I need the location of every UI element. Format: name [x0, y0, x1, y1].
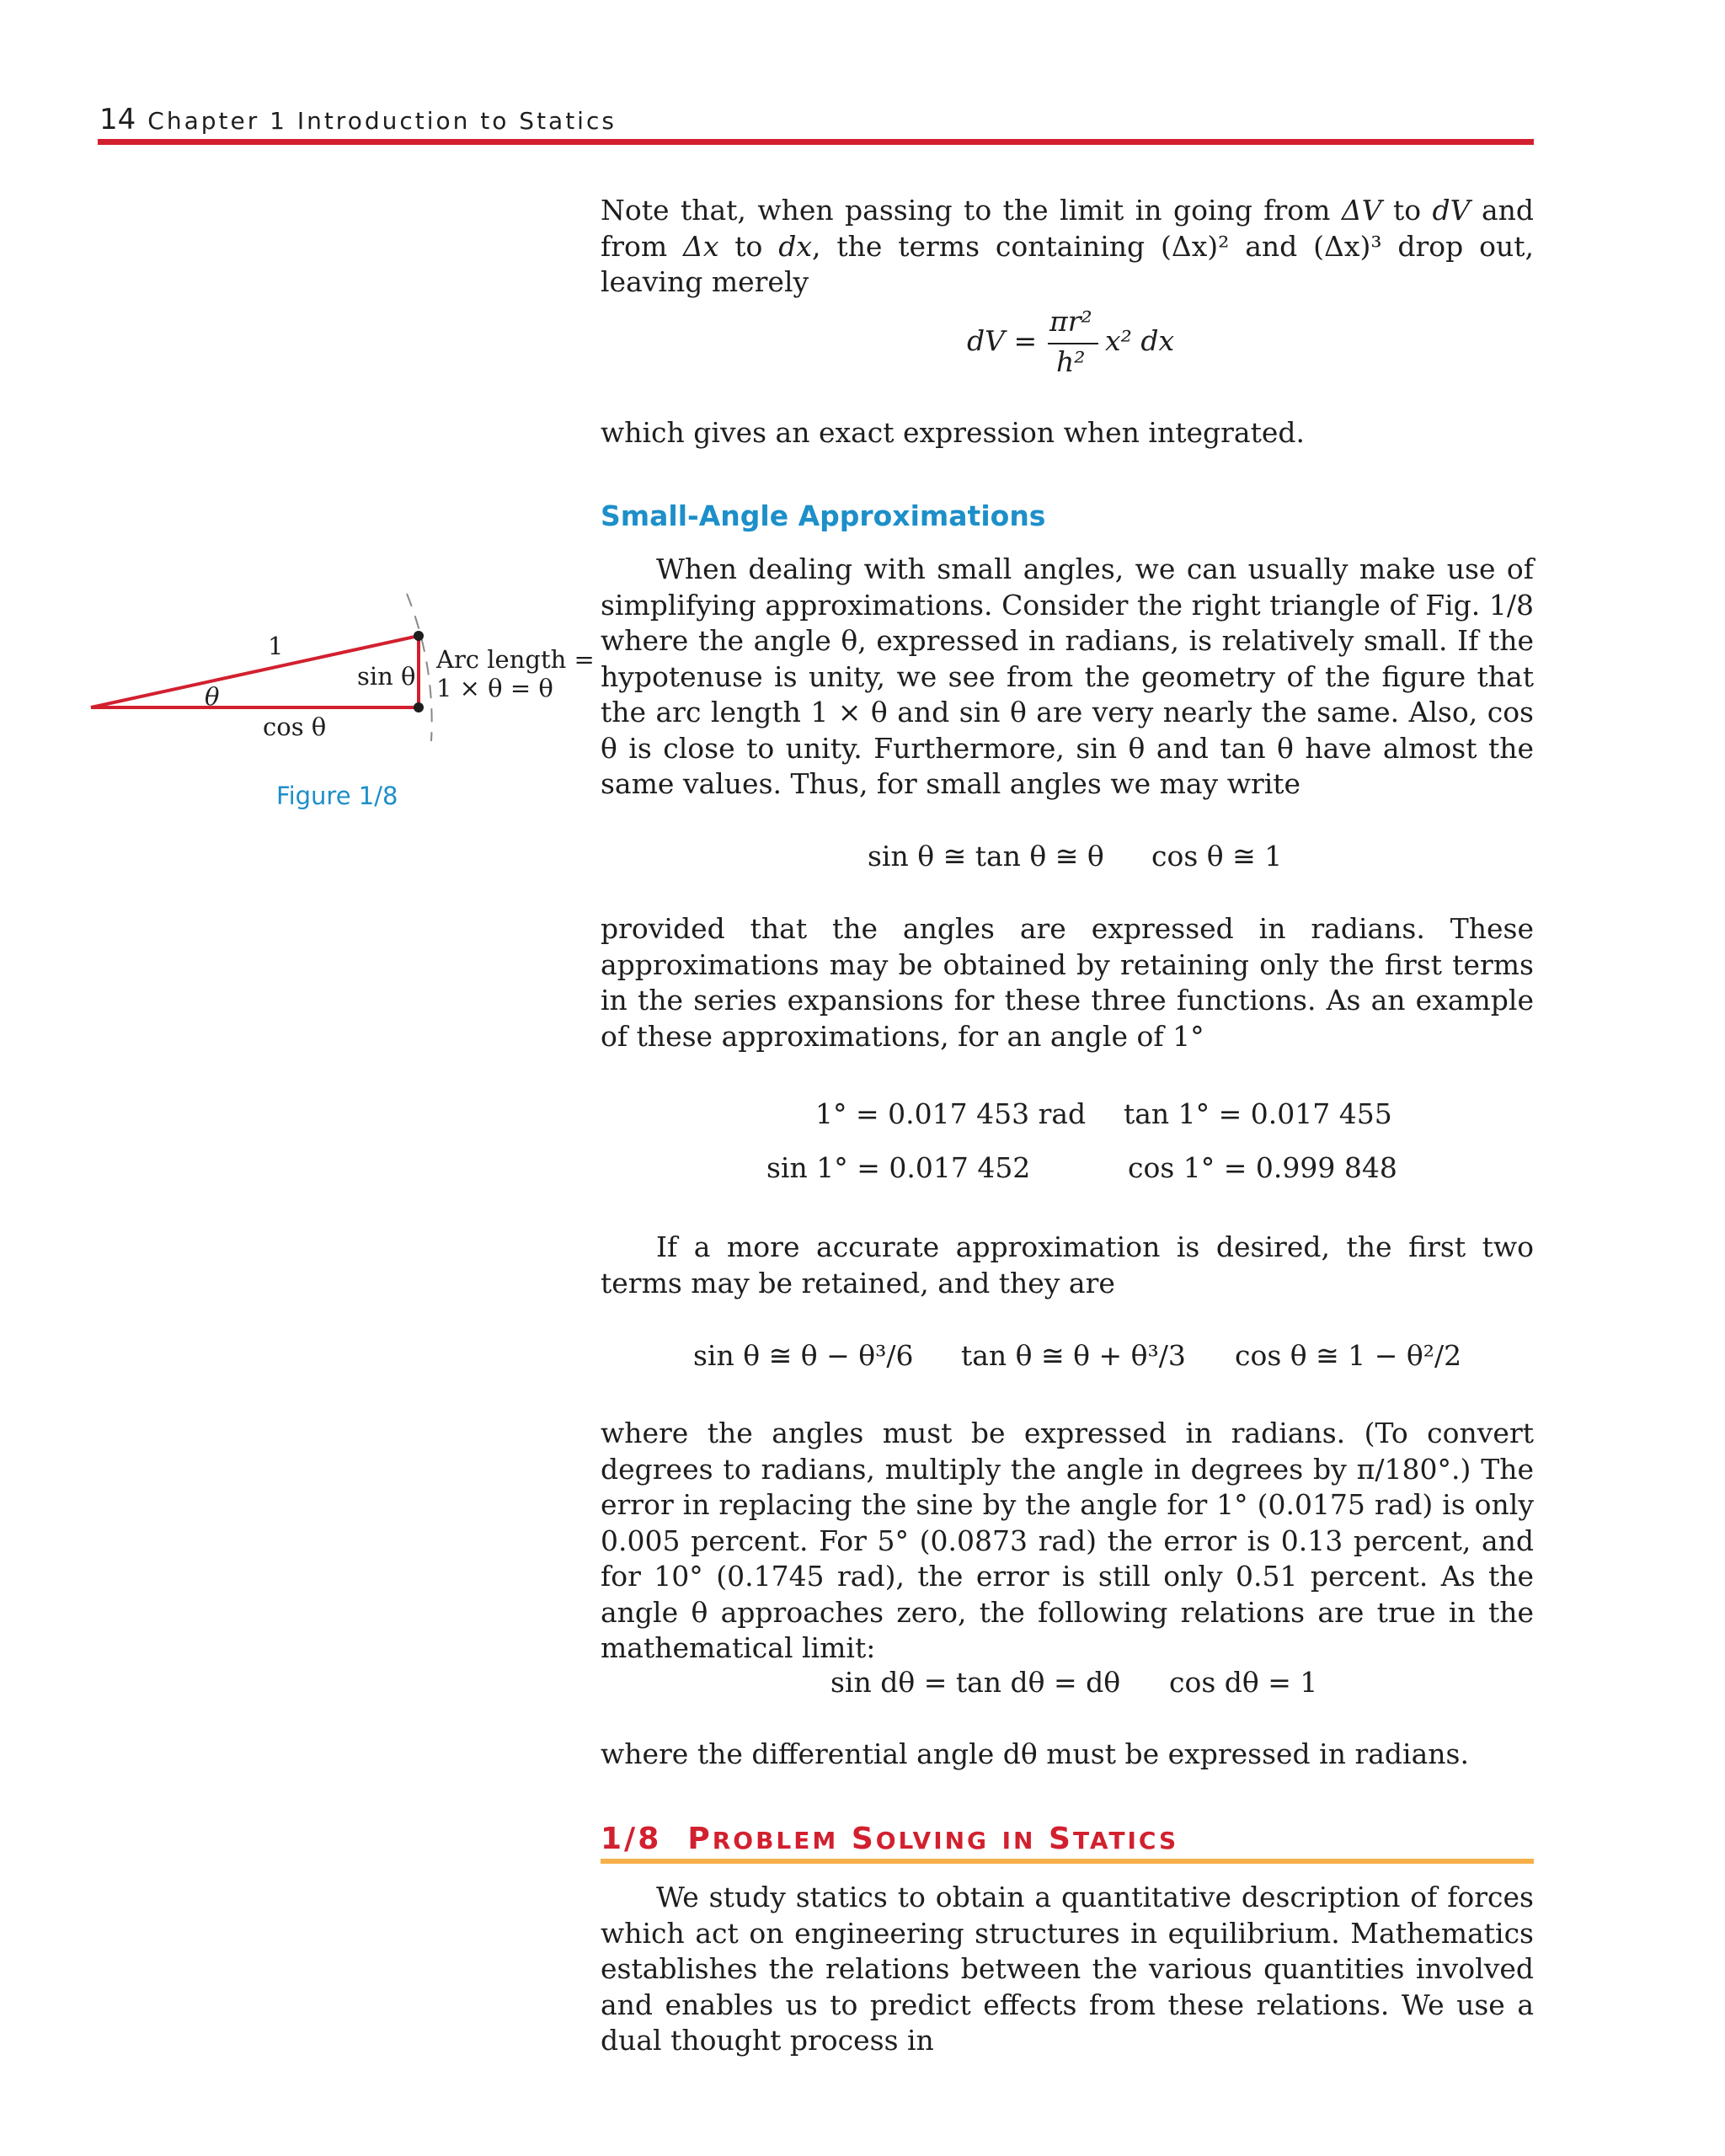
- paragraph-4: [601, 911, 1534, 1054]
- equation-small-angle-right: cos θ ≅ 1: [1151, 840, 1283, 873]
- paragraph-2: [601, 415, 1534, 451]
- paragraph-3: [601, 552, 1534, 803]
- paragraph-1: [601, 193, 1534, 301]
- label-hypotenuse: 1: [268, 632, 284, 660]
- text: to: [1381, 194, 1433, 227]
- equation-differential-left: sin dθ = tan dθ = dθ: [830, 1666, 1121, 1699]
- paragraph-8: [601, 1880, 1534, 2059]
- section-number: 1/8: [601, 1822, 662, 1856]
- paragraph-7: [601, 1737, 1534, 1773]
- math: dx: [778, 229, 813, 263]
- label-cos-theta: cos θ: [263, 712, 327, 741]
- paragraph-6: [601, 1416, 1534, 1667]
- equation-cos-series: cos θ ≅ 1 − θ²/2: [1235, 1339, 1462, 1372]
- math: dV: [1432, 194, 1471, 227]
- equation-small-angle-left: sin θ ≅ tan θ ≅ θ: [868, 840, 1104, 873]
- paragraph-8-text: We study statics to obtain a quantitative description of forces which act on engineering structures in equilibrium. Mathematics establishes the relations between the various quantities involved and enables us to predict effects from these relations. We use a dual thought process in: [601, 1881, 1534, 2057]
- value-cos-1deg: cos 1° = 0.999 848: [1128, 1151, 1397, 1184]
- section-word: S: [1049, 1822, 1073, 1856]
- text: to: [718, 229, 779, 263]
- section-heading: [601, 1822, 1178, 1856]
- paragraph-2-text: which gives an exact expression when integrated.: [601, 416, 1305, 449]
- subheading: Small-Angle Approximations: [601, 499, 1046, 532]
- page-number: 14: [99, 103, 136, 136]
- chapter-title: Chapter 1 Introduction to Statics: [147, 107, 617, 135]
- eq-rhs: x² dx: [1105, 324, 1175, 357]
- paragraph-4-text: provided that the angles are expressed in radians. These approximations may be obtained by retaining only the first terms in the series expansions for these three functions. As an example of these approximations, for an angle of 1°: [601, 912, 1534, 1053]
- equation-differential-right: cos dθ = 1: [1169, 1666, 1318, 1699]
- label-arc-length: Arc length =: [436, 645, 595, 674]
- section-word: S: [851, 1822, 876, 1856]
- header-rule: [98, 139, 1534, 145]
- section-word: IN: [1001, 1827, 1036, 1854]
- running-header: [99, 103, 617, 136]
- eq-denominator: h²: [1056, 345, 1086, 378]
- value-sin-1deg: sin 1° = 0.017 452: [766, 1151, 1031, 1184]
- eq-lhs: dV =: [967, 324, 1038, 357]
- label-arc-formula: 1 × θ = θ: [436, 674, 553, 702]
- equation-tan-series: tan θ ≅ θ + θ³/3: [961, 1339, 1186, 1372]
- equation-sin-series: sin θ ≅ θ − θ³/6: [693, 1339, 914, 1372]
- figure-caption: Figure 1/8: [276, 782, 398, 810]
- paragraph-5-text: If a more accurate approximation is desired, the first two terms may be retained, and they are: [601, 1230, 1534, 1299]
- text: , the terms containing (Δx)² and (Δx)³ drop out, leaving merely: [601, 229, 1535, 298]
- text: and from: [601, 194, 1534, 263]
- section-rule: [601, 1859, 1534, 1864]
- value-tan-1deg: tan 1° = 0.017 455: [1124, 1097, 1392, 1130]
- vertex-dot-bottom: [414, 702, 424, 712]
- label-theta: θ: [205, 682, 220, 711]
- math: Δx: [683, 229, 719, 263]
- fraction-bar: [1048, 343, 1098, 344]
- paragraph-6-text: where the angles must be expressed in radians. (To convert degrees to radians, multiply the angle in degrees by π/180°.) The error in replacing the sine by the angle for 1° (0.0175 rad) is only 0.005 percent. For 5° (0.0873 rad) the error is 0.13 percent, and for 10° (0.1745 rad), the error is still only 0.51 percent. As the angle θ approaches zero, the following relations are true in the mathematical limit:: [601, 1417, 1534, 1664]
- paragraph-7-text: where the differential angle dθ must be expressed in radians.: [601, 1737, 1469, 1770]
- vertex-dot-top: [414, 631, 424, 641]
- text: Note that, when passing to the limit in going from: [601, 194, 1342, 227]
- section-word: TATICS: [1072, 1827, 1179, 1854]
- value-1deg-rad: 1° = 0.017 453 rad: [815, 1097, 1087, 1130]
- eq-numerator: πr²: [1049, 305, 1092, 338]
- section-word: OLVING: [875, 1827, 990, 1854]
- paragraph-3-text: When dealing with small angles, we can usually make use of simplifying approximations. Consider the right triangle of Fig. 1/8 where the angle θ, expressed in radians, is relatively small. If the hypotenuse is unity, we see from the geometry of the figure that the arc length 1 × θ and sin θ are very nearly the same. Also, cos θ is close to unity. Furthermore, sin θ and tan θ have almost the same values. Thus, for small angles we may write: [601, 552, 1534, 800]
- paragraph-5: [601, 1230, 1534, 1301]
- math: ΔV: [1341, 194, 1382, 227]
- section-word: ROBLEM: [712, 1827, 839, 1854]
- section-word: P: [687, 1822, 713, 1856]
- label-sin-theta: sin θ: [357, 662, 416, 691]
